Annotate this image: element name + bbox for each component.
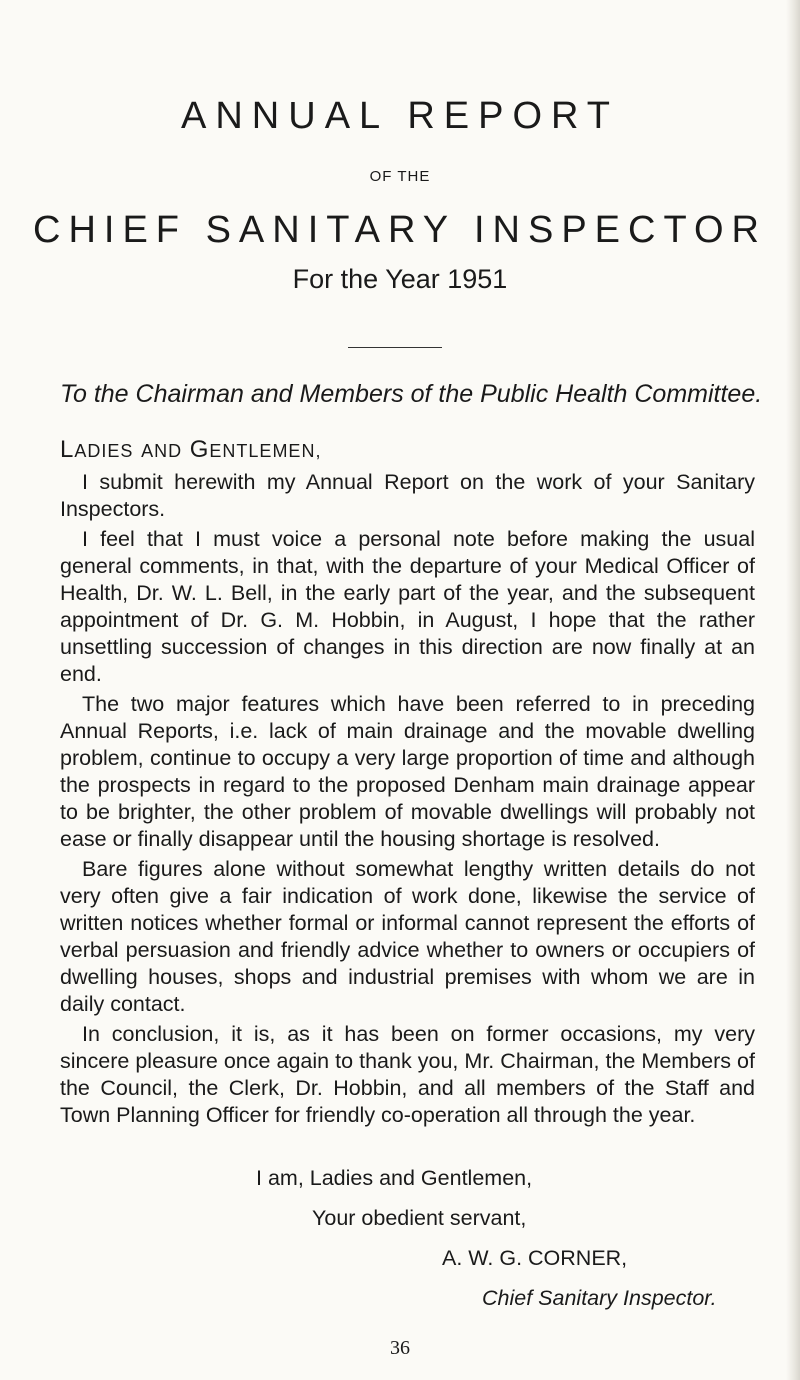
- paragraph: Bare figures alone without somewhat lengthy written details do not very often give a fair indication of work done, likewise the service of written notices whether formal or informal cannot represent the efforts of verbal persuasion and friendly advice whether to owners or occupiers of dwelling houses, shops and industrial premises with whom we are in daily contact.: [60, 857, 755, 1016]
- letter-body: [60, 469, 755, 1132]
- title-divider: [348, 347, 442, 348]
- salutation-ladies-rest: ADIES: [74, 441, 134, 461]
- paragraph: The two major features which have been referred to in preceding Annual Reports, i.e. lack of main drainage and the movable dwelling problem, continue to occupy a very large proportion of time and although the prospects in regard to the proposed Denham main drainage appear to be brighter, the other problem of movable dwellings will probably not ease or finally disappear until the housing shortage is resolved.: [60, 692, 755, 851]
- signatory-title: Chief Sanitary Inspector.: [482, 1286, 717, 1310]
- salutation-and: AND: [141, 441, 183, 461]
- salutation: [60, 435, 321, 466]
- closing-line: I am, Ladies and Gentlemen,: [256, 1166, 533, 1190]
- paragraph: I submit herewith my Annual Report on the work of your Sanitary Inspectors.: [60, 470, 755, 521]
- salutation-ladies-initial: L: [60, 436, 75, 463]
- page-edge-shadow: [786, 0, 800, 1380]
- report-title: ANNUAL REPORT: [181, 95, 619, 137]
- salutation-gentlemen-initial: G: [189, 436, 210, 463]
- address-line: To the Chairman and Members of the Public Health Committee.: [60, 380, 763, 408]
- page-number: 36: [390, 1337, 410, 1359]
- signatory-name: A. W. G. CORNER,: [442, 1246, 628, 1270]
- report-title-connector: OF THE: [369, 168, 431, 185]
- salutation-gentlemen-rest: ENTLEMEN,: [209, 441, 322, 461]
- report-subject: CHIEF SANITARY INSPECTOR: [33, 209, 767, 251]
- report-year: For the Year 1951: [292, 264, 508, 294]
- paragraph: In conclusion, it is, as it has been on former occasions, my very sincere pleasure once again to thank you, Mr. Chairman, the Members of the Council, the Clerk, Dr. Hobbin, and all members of the Staff and Town Planning Officer for friendly co-operation all through the year.: [60, 1022, 755, 1127]
- paragraph: I feel that I must voice a personal note before making the usual general comments, in that, with the departure of your Medical Officer of Health, Dr. W. L. Bell, in the early part of the year, and the subsequent appointment of Dr. G. M. Hobbin, in August, I hope that the rather unsettling succession of changes in this direction are now finally at an end.: [60, 527, 755, 686]
- servant-line: Your obedient servant,: [312, 1206, 527, 1230]
